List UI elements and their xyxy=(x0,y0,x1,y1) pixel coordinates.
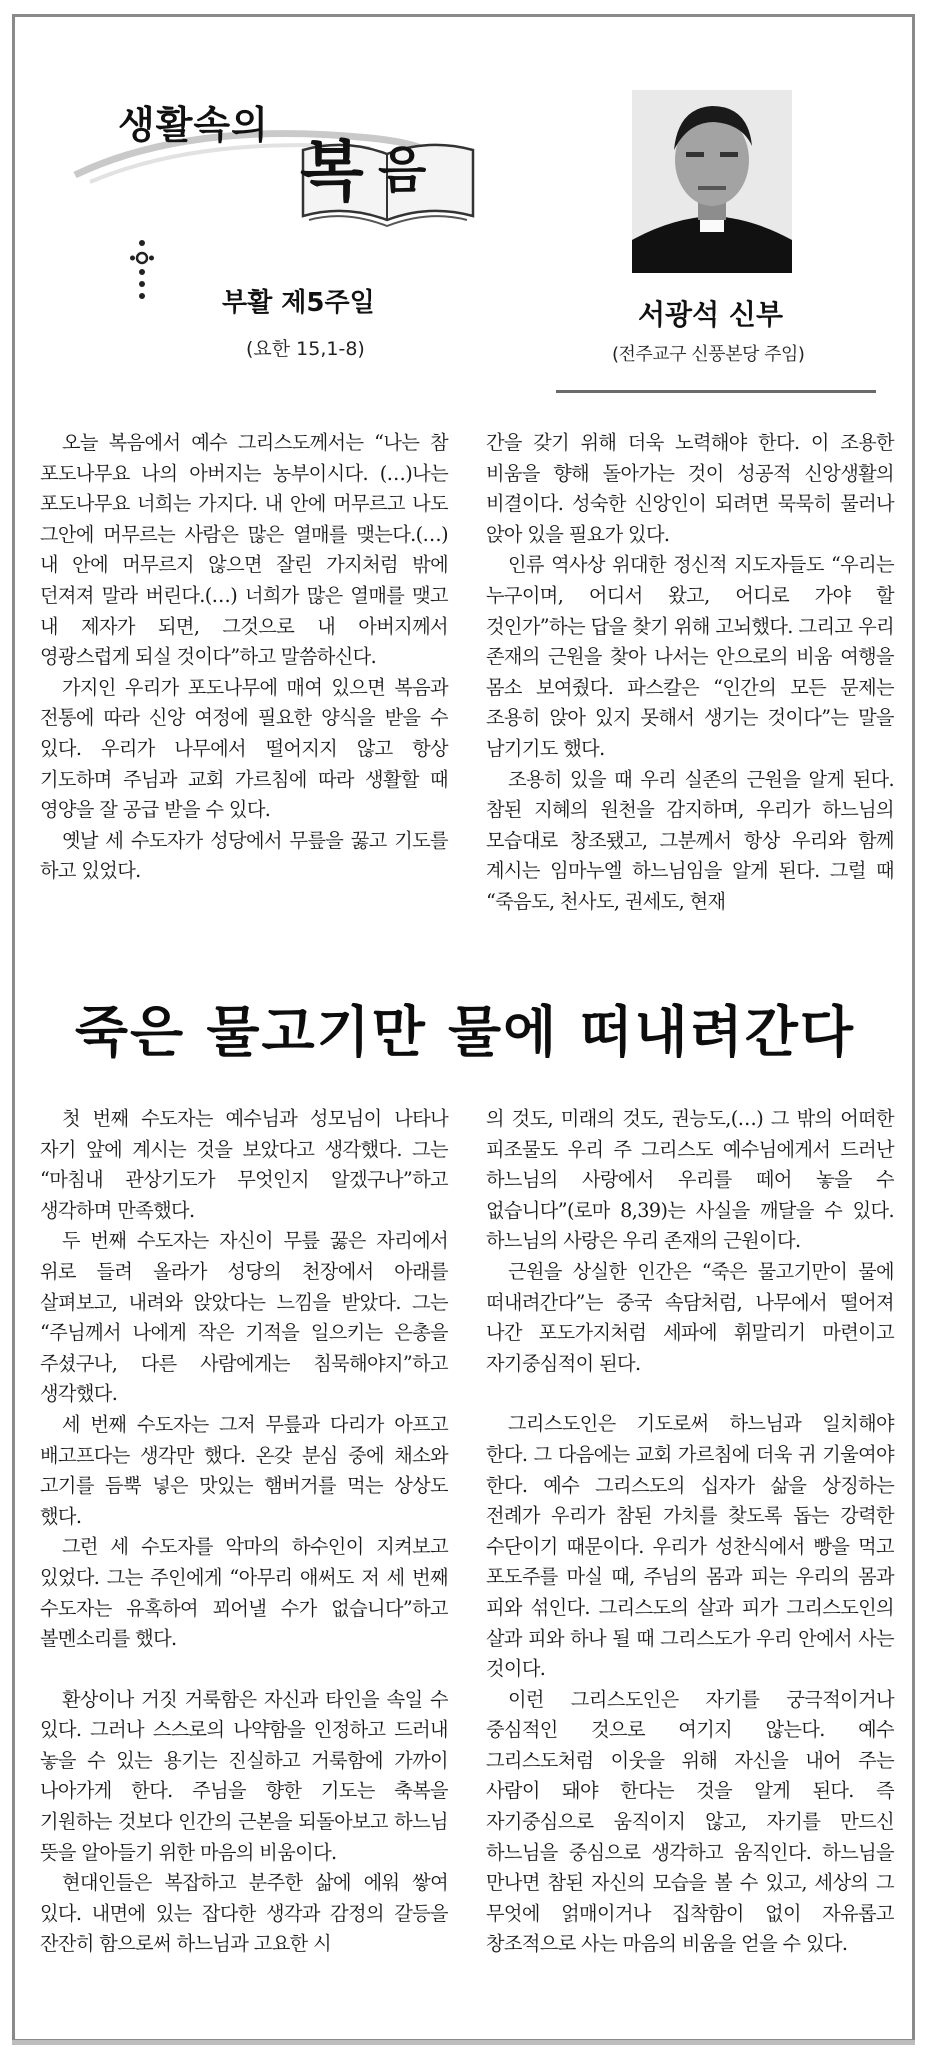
article-column-top-left xyxy=(40,428,448,887)
scripture-reference: (요한 15,1-8) xyxy=(246,338,365,360)
paragraph: 환상이나 거짓 거룩함은 자신과 타인을 속일 수 있다. 그러나 스스로의 나약함을 인정하고 드러내 놓을 수 있는 용기는 진실하고 거룩함에 가까이 나아가게 한다. 주님을 향한 기도는 축복을 기원하는 것보다 인간의 근본을 되돌아보고 하느님 뜻을 알아들기 위한 마음의 비움이다. xyxy=(40,1687,448,1864)
paragraph: 첫 번째 수도자는 예수님과 성모님이 나타나 자기 앞에 계시는 것을 보았다고 생각했다. 그는 “마침내 관상기도가 무엇인지 알겠구나”하고 생각하며 만족했다. xyxy=(40,1107,448,1222)
logo-title-big-1: 복 xyxy=(300,133,364,210)
paragraph: 인류 역사상 위대한 정신적 지도자들도 “우리는 누구이며, 어디서 왔고, 어디로 가야 할 것인가”하는 답을 찾기 위해 고뇌했다. 그리고 우리 존재의 근원을 찾아 나서는 안으로의 비움 여행을 몸소 보여줬다. 파스칼은 “인간의 모든 문제는 조용히 앉아 있지 못해서 생기는 것이다”는 말을 남기기도 했다. xyxy=(486,553,894,760)
paragraph: 조용히 있을 때 우리 실존의 근원을 알게 된다. 참된 지혜의 원천을 감지하며, 우리가 하느님의 모습대로 창조됐고, 그분께서 항상 우리와 함께 계시는 임마누엘 하느님임을 알게 된다. 그럴 때 “죽음도, 천사도, 권세도, 현재 xyxy=(486,767,894,913)
page-frame-shadow xyxy=(12,2040,915,2045)
paragraph: 세 번째 수도자는 그저 무릎과 다리가 아프고 배고프다는 생각만 했다. 온갖 분심 중에 채소와 고기를 듬뿍 넣은 맛있는 햄버거를 먹는 상상도 했다. xyxy=(40,1412,448,1528)
paragraph: 오늘 복음에서 예수 그리스도께서는 “나는 참 포도나무요 나의 아버지는 농부이시다. (…)나는 포도나무요 너희는 가지다. 내 안에 머무르고 나도 그안에 머무르는 사람은 많은 열매를 맺는다.(…) 내 안에 머무르지 않으면 잘린 가지처럼 밖에 던져져 말라 버린다.(…) 너희가 많은 열매를 맺고 내 제자가 되면, 그것으로 내 아버지께서 영광스럽게 되실 것이다”하고 말씀하신다. xyxy=(40,431,448,669)
article-column-bottom-right xyxy=(486,1104,894,1960)
paragraph: 의 것도, 미래의 것도, 권능도,(…) 그 밖의 어떠한 피조물도 우리 주 그리스도 예수님에게서 드러난 하느님의 사랑에서 우리를 떼어 놓을 수 없습니다”(로마 8,39)는 사실을 깨달을 수 있다. 하느님의 사랑은 우리 존재의 근원이다. xyxy=(486,1107,894,1253)
paragraph: 옛날 세 수도자가 성당에서 무릎을 꿇고 기도를 하고 있었다. xyxy=(40,828,448,883)
paragraph: 근원을 상실한 인간은 “죽은 물고기만이 물에 떠내려간다”는 중국 속담처럼, 나무에서 떨어져 나간 포도가지처럼 세파에 휘말리기 마련이고 자기중심적이 된다. xyxy=(486,1259,894,1375)
paragraph: 이런 그리스도인은 자기를 궁극적이거나 중심적인 것으로 여기지 않는다. 예수 그리스도처럼 이웃을 위해 자신을 내어 주는 사람이 돼야 한다는 것을 알게 된다. 즉 자기중심으로 움직이지 않고, 자기를 만드신 하느님을 중심으로 생각하고 움직인다. 하느님을 만나면 참된 자신의 모습을 볼 수 있고, 세상의 그 무엇에 얽매이거나 집착함이 없이 자유롭고 창조적으로 사는 마음의 비움을 얻을 수 있다. xyxy=(486,1687,894,1956)
paragraph: 가지인 우리가 포도나무에 매여 있으면 복음과 전통에 따라 신앙 여정에 필요한 양식을 받을 수 있다. 우리가 나무에서 떨어지지 않고 항상 기도하며 주님과 교회 가르침에 따라 생활할 때 영양을 잘 공급 받을 수 있다. xyxy=(40,675,448,822)
dotted-cross-icon xyxy=(130,238,154,308)
author-photo xyxy=(632,90,792,273)
liturgical-sunday: 부활 제5주일 xyxy=(222,288,375,318)
article-headline: 죽은 물고기만 물에 떠내려간다 xyxy=(74,999,856,1064)
author-affiliation: (전주교구 신풍본당 주임) xyxy=(612,344,805,365)
article-column-top-right xyxy=(486,428,894,918)
logo-title-small: 생활속의 xyxy=(118,103,269,147)
paragraph: 그런 세 수도자를 악마의 하수인이 지켜보고 있었다. 그는 주인에게 “아무리 애써도 저 세 번째 수도자는 유혹하여 꾀어낼 수가 없습니다”하고 볼멘소리를 했다. xyxy=(40,1535,448,1651)
author-divider xyxy=(556,390,876,393)
logo-title-big-2: 음 xyxy=(378,141,427,199)
paragraph: 두 번째 수도자는 자신이 무릎 꿇은 자리에서 위로 들려 올라가 성당의 천장에서 아래를 살펴보고, 내려와 앉았다는 느낌을 받았다. 그는 “주님께서 나에게 작은 기적을 일으키는 은총을 주셨구나, 다른 사람에게는 침묵해야지”하고 생각했다. xyxy=(40,1229,448,1406)
article-column-bottom-left xyxy=(40,1104,448,1960)
paragraph: 현대인들은 복잡하고 분주한 삶에 에워 쌓여 있다. 내면에 있는 잡다한 생각과 감정의 갈등을 잔잔히 함으로써 하느님과 고요한 시 xyxy=(40,1871,448,1956)
author-name: 서광석 신부 xyxy=(638,298,783,331)
paragraph: 간을 갖기 위해 더욱 노력해야 한다. 이 조용한 비움을 향해 돌아가는 것이 성공적 신앙생활의 비결이다. 성숙한 신앙인이 되려면 묵묵히 물러나 앉아 있을 필요가 있다. xyxy=(486,431,894,546)
paragraph: 그리스도인은 기도로써 하느님과 일치해야 한다. 그 다음에는 교회 가르침에 더욱 귀 기울여야 한다. 예수 그리스도의 십자가 삶을 상징하는 전례가 우리가 참된 가치를 찾도록 돕는 강력한 수단이기 때문이다. 우리가 성찬식에서 빵을 먹고 포도주를 마실 때, 주님의 몸과 피는 우리의 몸과 피와 섞인다. 그리스도의 살과 피가 그리스도인의 살과 피와 하나 될 때 그리스도가 우리 안에서 사는 것이다. xyxy=(486,1412,894,1681)
